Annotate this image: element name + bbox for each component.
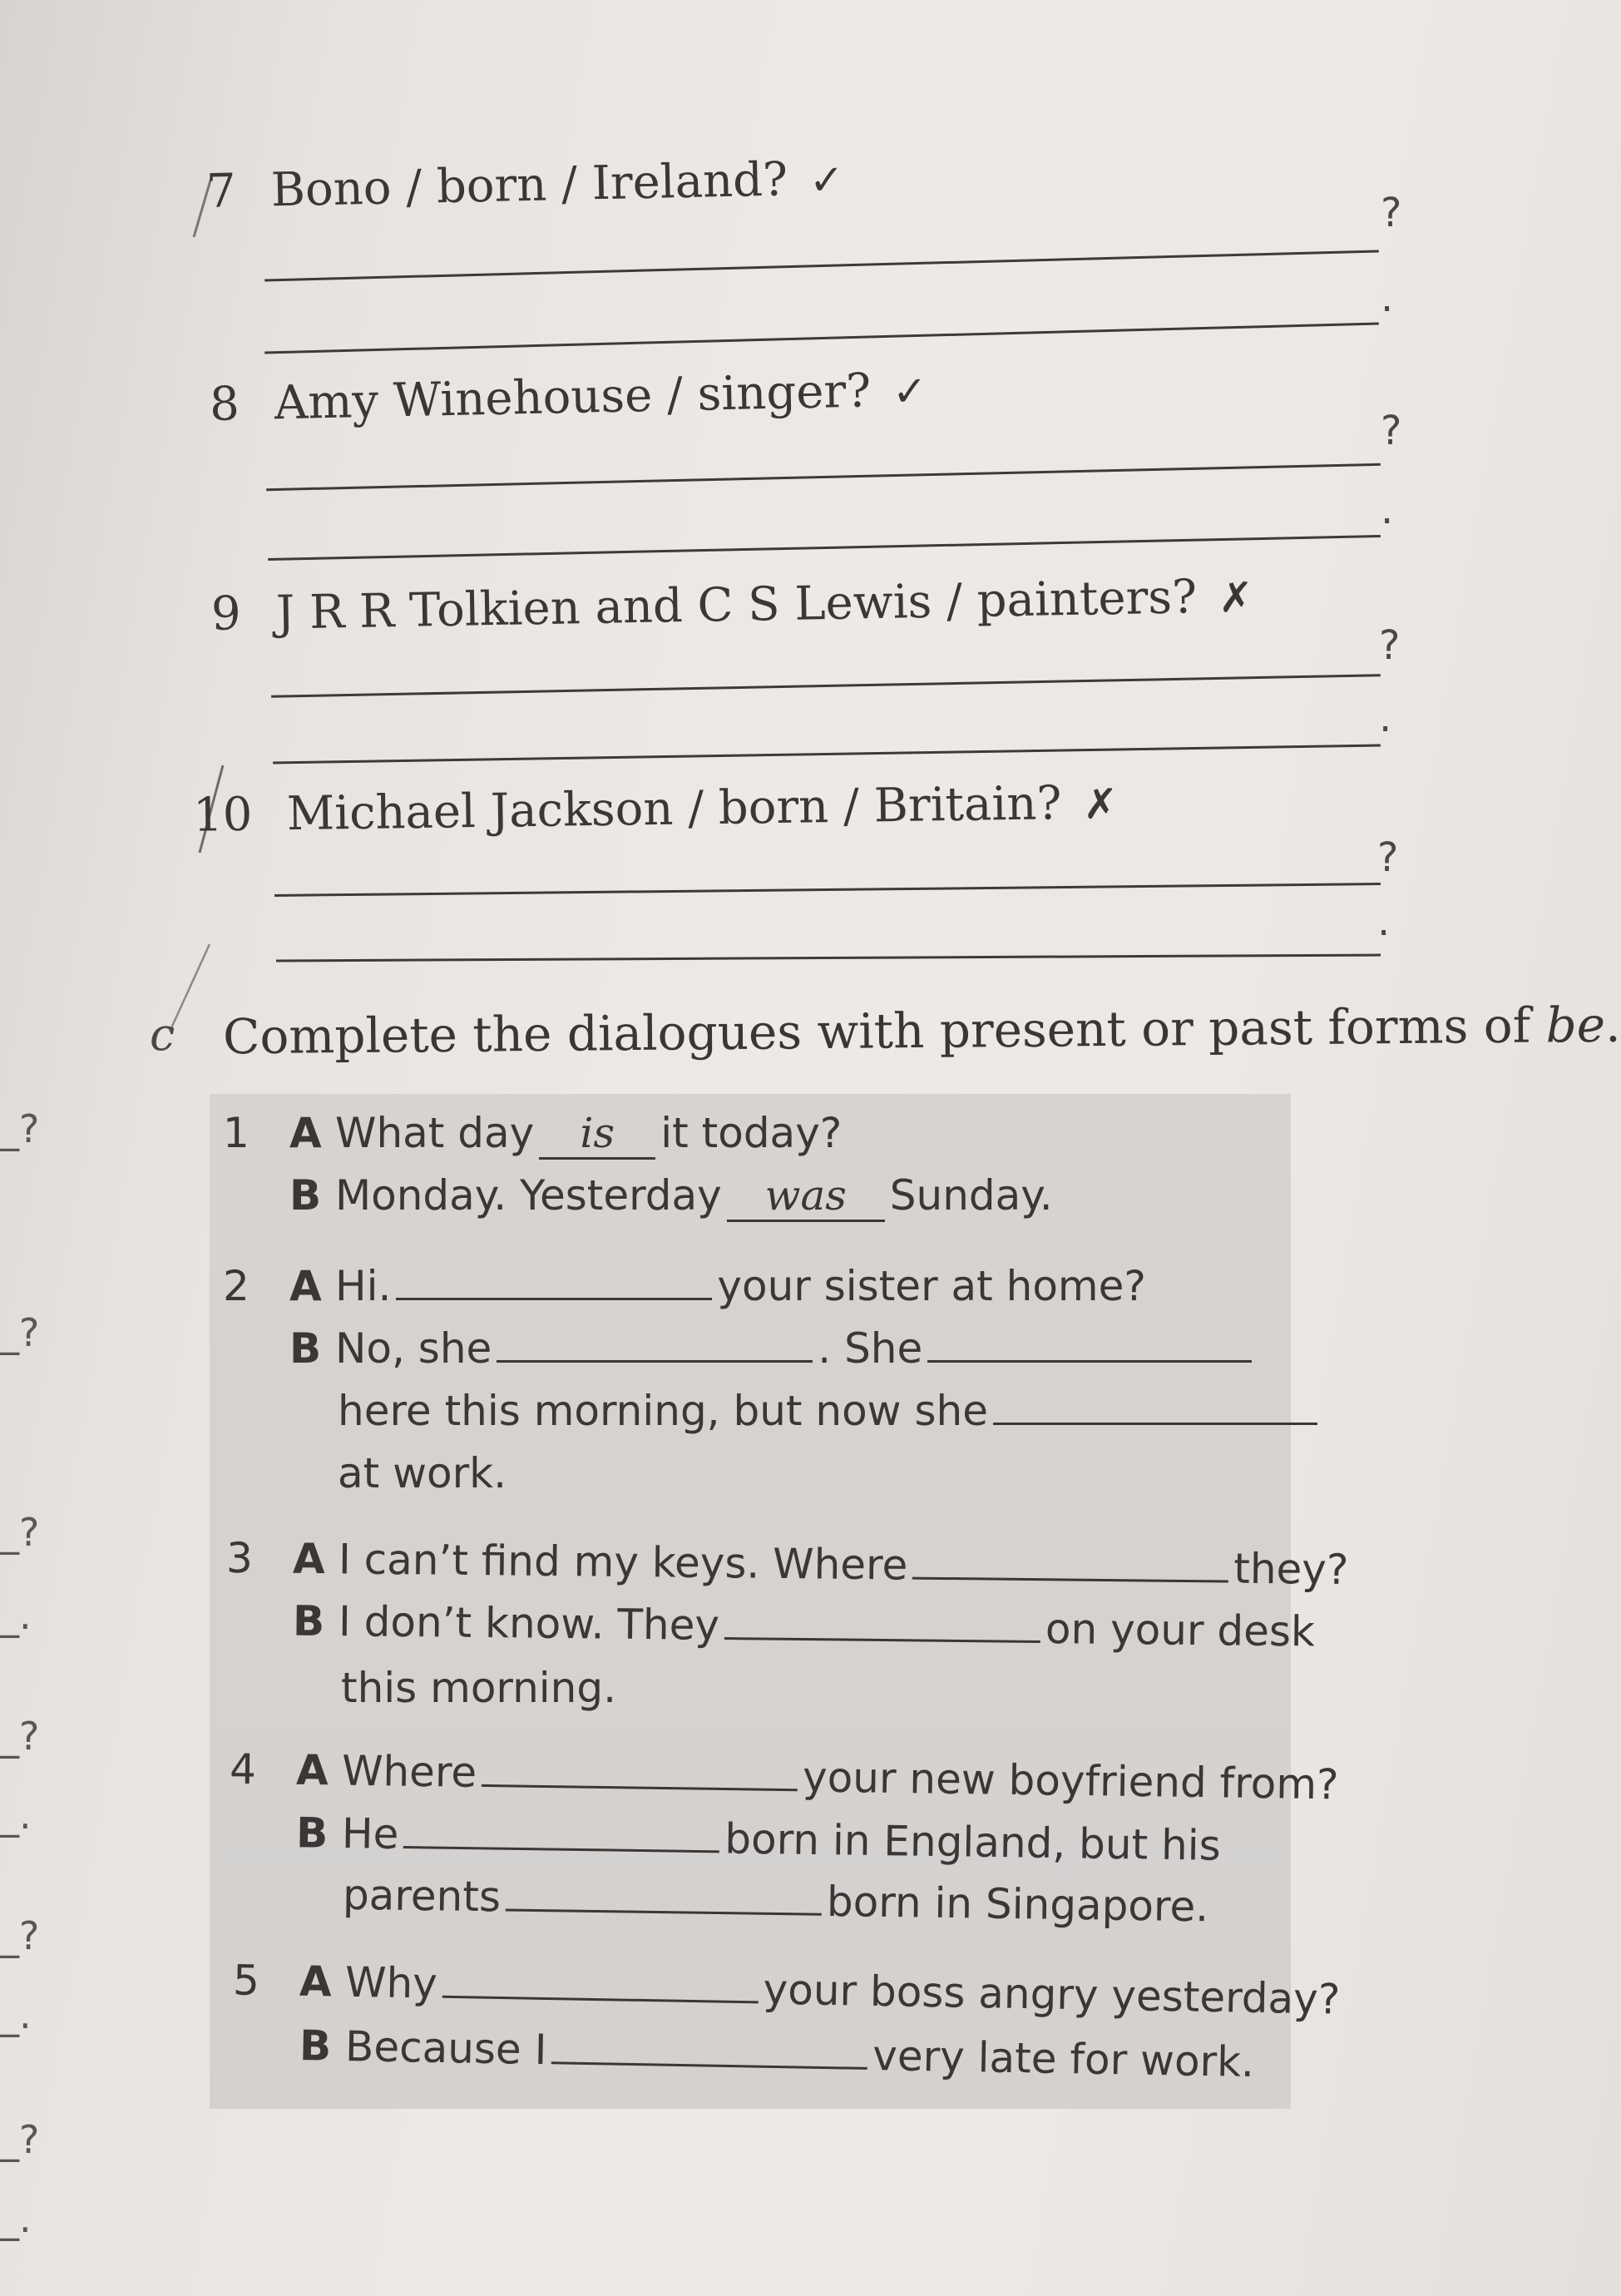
question-mark: ? (1377, 834, 1399, 881)
question-prompt: Bono / born / Ireland? (270, 152, 788, 218)
answer-line[interactable] (268, 535, 1381, 561)
question-number: 8 (209, 377, 240, 433)
margin-mark: _? (0, 1714, 40, 1759)
answer-line[interactable] (276, 954, 1381, 962)
answer-blank[interactable] (403, 1813, 720, 1853)
dialogue-2-line-b: B No, she . She (289, 1324, 1257, 1373)
question-10 (193, 775, 1119, 843)
margin-mark: _. (0, 1992, 32, 2037)
full-stop: . (1381, 487, 1394, 533)
answer-blank[interactable] (551, 2028, 868, 2070)
check-icon: ✓ (808, 155, 845, 205)
answer-blank[interactable] (912, 1544, 1228, 1583)
answer-line[interactable] (271, 674, 1381, 698)
answer-line[interactable] (266, 463, 1381, 491)
question-8 (209, 363, 927, 432)
dialogue-3-line-b-cont: this morning. (341, 1664, 617, 1712)
margin-mark: _. (0, 1593, 32, 1638)
margin-mark: _? (0, 1106, 40, 1151)
dialogue-4-line-a: 4 A Where your new boyfriend from? (229, 1744, 1339, 1809)
filled-answer[interactable]: is (539, 1109, 655, 1160)
dialogue-5-line-a: 5 A Why your boss angry yesterday? (232, 1956, 1341, 2024)
dialogue-1-line-a: 1 A What day is it today? (223, 1109, 842, 1160)
answer-blank[interactable] (724, 1604, 1040, 1643)
dialogue-2-line-b-cont: here this morning, but now she (338, 1387, 1322, 1435)
answer-blank[interactable] (993, 1389, 1317, 1425)
answer-blank[interactable] (482, 1751, 798, 1791)
answer-blank[interactable] (442, 1962, 759, 2004)
answer-blank[interactable] (396, 1264, 712, 1300)
cross-icon: ✗ (1082, 779, 1119, 829)
dialogue-2-line-b-end: at work. (338, 1449, 507, 1497)
margin-mark: _? (0, 2117, 40, 2162)
full-stop: . (1379, 695, 1392, 741)
dialogue-5-line-b: B Because I very late for work. (299, 2021, 1255, 2087)
dialogue-3-line-b: B I don’t know. They on your desk (292, 1596, 1316, 1656)
question-mark: ? (1379, 622, 1401, 669)
question-number: 10 (192, 787, 253, 843)
exercise-instruction: Complete the dialogues with present or past forms of be. (222, 996, 1621, 1066)
full-stop: . (1381, 275, 1394, 321)
question-prompt: Michael Jackson / born / Britain? (286, 776, 1062, 842)
margin-mark: _? (0, 1310, 40, 1355)
answer-blank[interactable] (927, 1327, 1252, 1363)
question-7 (205, 151, 844, 219)
full-stop: . (1377, 898, 1391, 945)
answer-line[interactable] (264, 250, 1379, 281)
answer-blank[interactable] (506, 1875, 823, 1915)
answer-line[interactable] (264, 322, 1379, 354)
margin-mark: _? (0, 1913, 40, 1958)
question-number: 7 (205, 164, 237, 220)
dialogue-2-line-a: 2 A Hi. your sister at home? (223, 1262, 1146, 1310)
margin-mark: _. (0, 1793, 32, 1838)
check-icon: ✓ (892, 366, 928, 416)
answer-line[interactable] (274, 883, 1381, 897)
question-mark: ? (1381, 190, 1402, 236)
filled-answer[interactable]: was (727, 1171, 885, 1222)
dialogue-4-line-b: B He born in England, but his (295, 1809, 1222, 1870)
dialogue-1-line-b: B Monday. Yesterday was Sunday. (289, 1171, 1053, 1222)
margin-mark: _? (0, 1510, 40, 1555)
margin-mark: _. (0, 2196, 32, 2241)
dialogue-4-line-b-cont: parents born in Singapore. (342, 1870, 1209, 1932)
answer-blank[interactable] (497, 1327, 813, 1363)
question-prompt: J R R Tolkien and C S Lewis / painters? (275, 570, 1198, 641)
question-mark: ? (1381, 408, 1402, 454)
answer-line[interactable] (273, 745, 1381, 765)
dialogue-3-line-a: 3 A I can’t find my keys. Where they? (225, 1533, 1349, 1595)
cross-icon: ✗ (1218, 573, 1254, 622)
question-prompt: Amy Winehouse / singer? (274, 364, 872, 431)
exercise-letter: c (150, 1008, 175, 1061)
question-9 (211, 569, 1254, 641)
question-number: 9 (210, 586, 242, 641)
